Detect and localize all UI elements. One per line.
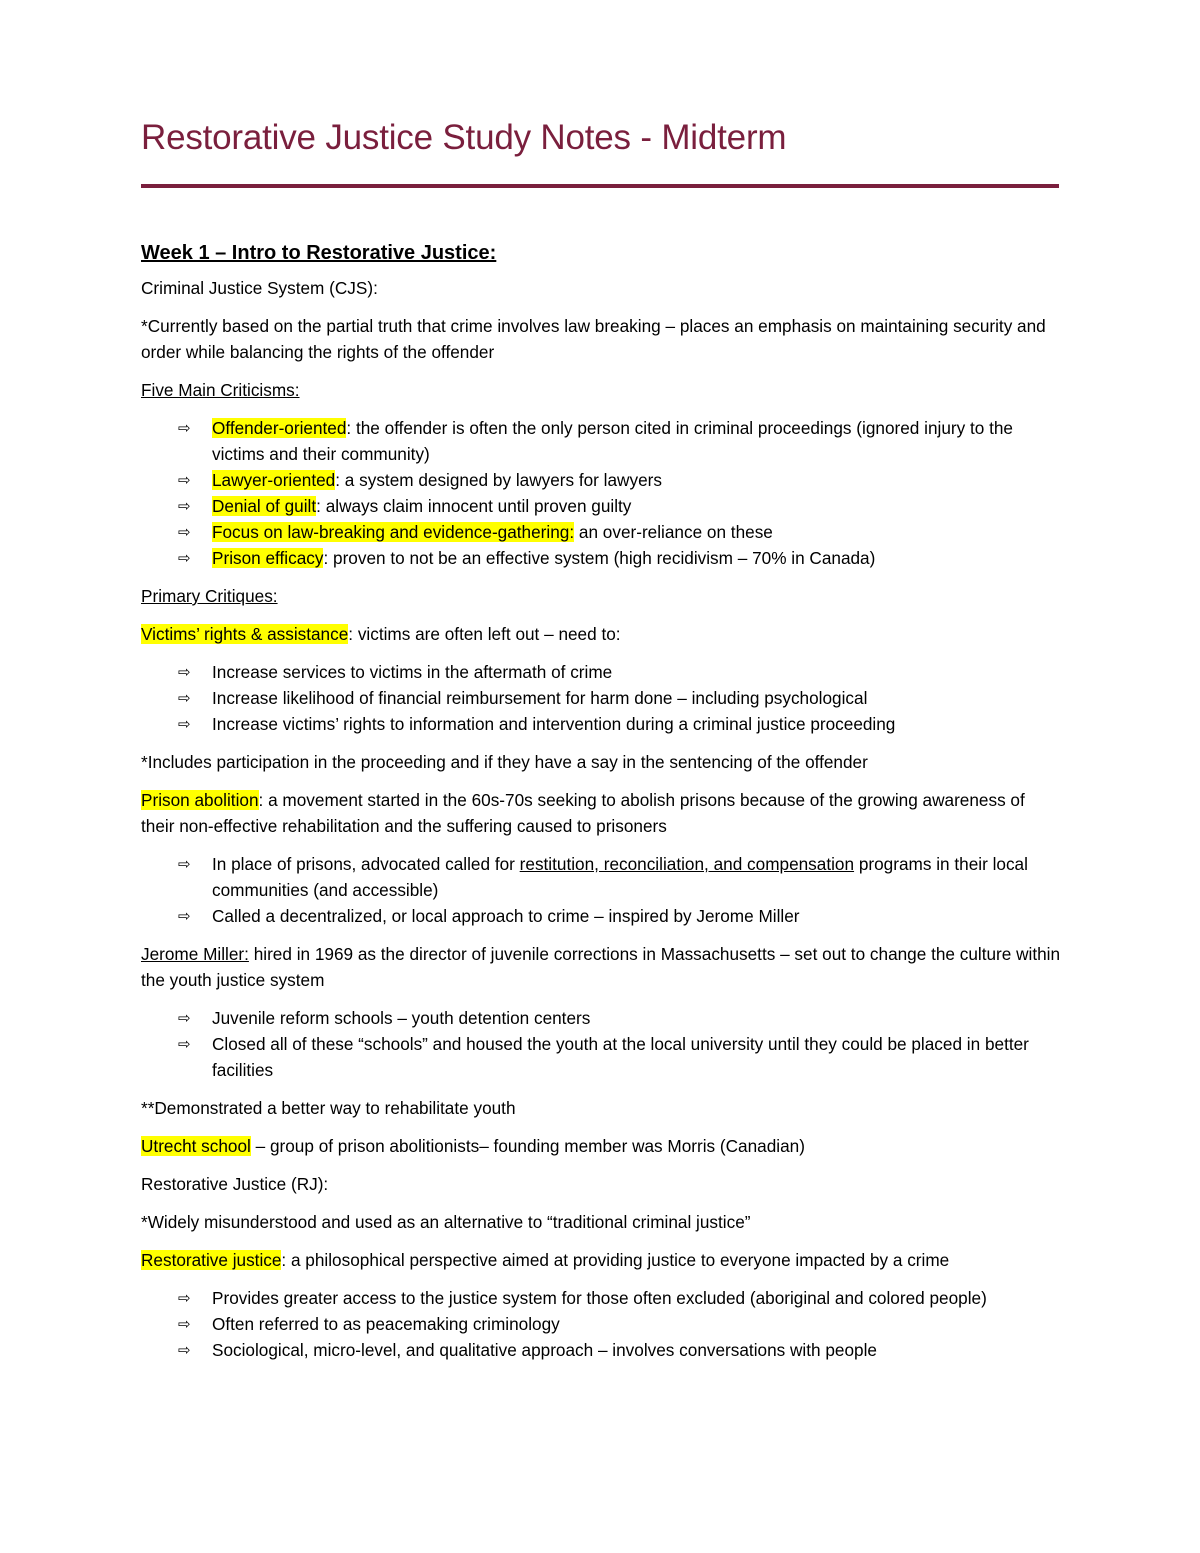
paragraph-text: hired in 1969 as the director of juvenile corrections in Massachusetts – set out to change the culture within the youth justice system: [141, 944, 1061, 990]
highlighted-term: Denial of guilt: [212, 496, 317, 516]
list-item: [141, 493, 1061, 519]
arrow-bullet-icon: ⇨: [178, 715, 191, 733]
list-item: [141, 1311, 1061, 1337]
rj-heading: Restorative Justice (RJ):: [141, 1174, 329, 1194]
rj-list: [141, 1285, 1061, 1363]
arrow-bullet-icon: ⇨: [178, 1009, 191, 1027]
list-item: [141, 659, 1061, 685]
victims-rights-paragraph: [141, 621, 1061, 647]
title-rule: [141, 184, 1059, 188]
jerome-miller-paragraph: [141, 941, 1061, 993]
arrow-bullet-icon: ⇨: [178, 663, 191, 681]
arrow-bullet-icon: ⇨: [178, 549, 191, 567]
highlighted-term: Prison efficacy: [212, 548, 324, 568]
five-criticisms-list: [141, 415, 1061, 571]
term-separator: :: [316, 496, 321, 516]
highlighted-term: Offender-oriented: [212, 418, 347, 438]
list-item-text: Juvenile reform schools – youth detention centers: [212, 1008, 591, 1028]
highlighted-term: Restorative justice: [141, 1250, 282, 1270]
rj-note: *Widely misunderstood and used as an alternative to “traditional criminal justice”: [141, 1212, 751, 1232]
jerome-miller-list: [141, 1005, 1061, 1083]
list-item-text: Called a decentralized, or local approach to crime – inspired by Jerome Miller: [212, 906, 800, 926]
list-item: [141, 519, 1061, 545]
arrow-bullet-icon: ⇨: [178, 907, 191, 925]
list-item-text: Increase victims’ rights to information and intervention during a criminal justice proceeding: [212, 714, 896, 734]
list-item-text: Often referred to as peacemaking criminology: [212, 1314, 560, 1334]
list-item-text: proven to not be an effective system (high recidivism – 70% in Canada): [328, 548, 876, 568]
arrow-bullet-icon: ⇨: [178, 1289, 191, 1307]
cjs-note: *Currently based on the partial truth that crime involves law breaking – places an emphasis on maintaining security and order while balancing the rights of the offender: [141, 316, 1046, 362]
list-item: [141, 1285, 1061, 1311]
paragraph-text: – group of prison abolitionists– founding member was Morris (Canadian): [250, 1136, 805, 1156]
arrow-bullet-icon: ⇨: [178, 1341, 191, 1359]
list-item: [141, 467, 1061, 493]
demonstrated-note: **Demonstrated a better way to rehabilitate youth: [141, 1098, 516, 1118]
term-separator: :: [323, 548, 329, 568]
document-title: Restorative Justice Study Notes - Midterm: [141, 118, 787, 157]
list-item-text: Provides greater access to the justice system for those often excluded (aboriginal and colored people): [212, 1288, 987, 1308]
victims-list: [141, 659, 1061, 737]
arrow-bullet-icon: ⇨: [178, 497, 191, 515]
list-item-text: the offender is often the only person cited in criminal proceedings (ignored injury to the victims and their community): [212, 418, 1013, 464]
paragraph-text: : a philosophical perspective aimed at providing justice to everyone impacted by a crime: [281, 1250, 950, 1270]
participation-note: *Includes participation in the proceeding and if they have a say in the sentencing of the offender: [141, 752, 868, 772]
five-criticisms-label: Five Main Criticisms:: [141, 380, 300, 400]
list-item: [141, 903, 1061, 929]
term-separator: :: [335, 470, 341, 490]
list-item: [141, 1005, 1061, 1031]
list-item: [141, 711, 1061, 737]
underlined-phrase: restitution, reconciliation, and compensation: [519, 854, 855, 874]
cjs-heading: Criminal Justice System (CJS):: [141, 278, 378, 298]
paragraph-text: : a movement started in the 60s-70s seeking to abolish prisons because of the growing awareness of their non-effective rehabilitation and the suffering caused to prisoners: [141, 790, 1025, 836]
highlighted-term: Lawyer-oriented: [212, 470, 336, 490]
term-separator: :: [346, 418, 352, 438]
prison-abolition-paragraph: [141, 787, 1061, 839]
arrow-bullet-icon: ⇨: [178, 523, 191, 541]
list-item-text: In place of prisons, advocated called for: [212, 854, 520, 874]
list-item-text: Increase services to victims in the aftermath of crime: [212, 662, 613, 682]
list-item: [141, 851, 1061, 903]
list-item: [141, 545, 1061, 571]
arrow-bullet-icon: ⇨: [178, 1035, 191, 1053]
arrow-bullet-icon: ⇨: [178, 855, 191, 873]
document-body: [141, 240, 1061, 1375]
list-item: [141, 415, 1061, 467]
list-item-text: a system designed by lawyers for lawyers: [340, 470, 662, 490]
list-item-text: Closed all of these “schools” and housed the youth at the local university until they could be placed in better facilities: [212, 1034, 1029, 1080]
week1-heading: Week 1 – Intro to Restorative Justice:: [141, 242, 497, 264]
highlighted-term: Focus on law-breaking and evidence-gathering:: [212, 522, 575, 542]
highlighted-term: Utrecht school: [141, 1136, 251, 1156]
primary-critiques-label: Primary Critiques:: [141, 586, 278, 606]
arrow-bullet-icon: ⇨: [178, 689, 191, 707]
list-item: [141, 1337, 1061, 1363]
prison-abolition-list: [141, 851, 1061, 929]
list-item: [141, 1031, 1061, 1083]
list-item-text: always claim innocent until proven guilty: [320, 496, 632, 516]
arrow-bullet-icon: ⇨: [178, 419, 191, 437]
utrecht-paragraph: [141, 1133, 1061, 1159]
highlighted-term: Prison abolition: [141, 790, 259, 810]
arrow-bullet-icon: ⇨: [178, 471, 191, 489]
highlighted-term: Victims’ rights & assistance: [141, 624, 349, 644]
arrow-bullet-icon: ⇨: [178, 1315, 191, 1333]
list-item-text: Sociological, micro-level, and qualitative approach – involves conversations with people: [212, 1340, 877, 1360]
paragraph-text: : victims are often left out – need to:: [348, 624, 621, 644]
list-item-text: Increase likelihood of financial reimbursement for harm done – including psychological: [212, 688, 868, 708]
underlined-term: Jerome Miller:: [141, 944, 249, 964]
list-item-text: programs in their local communities (and accessible): [212, 854, 1028, 900]
rj-definition-paragraph: [141, 1247, 1061, 1273]
list-item: [141, 685, 1061, 711]
list-item-text: an over-reliance on these: [574, 522, 773, 542]
